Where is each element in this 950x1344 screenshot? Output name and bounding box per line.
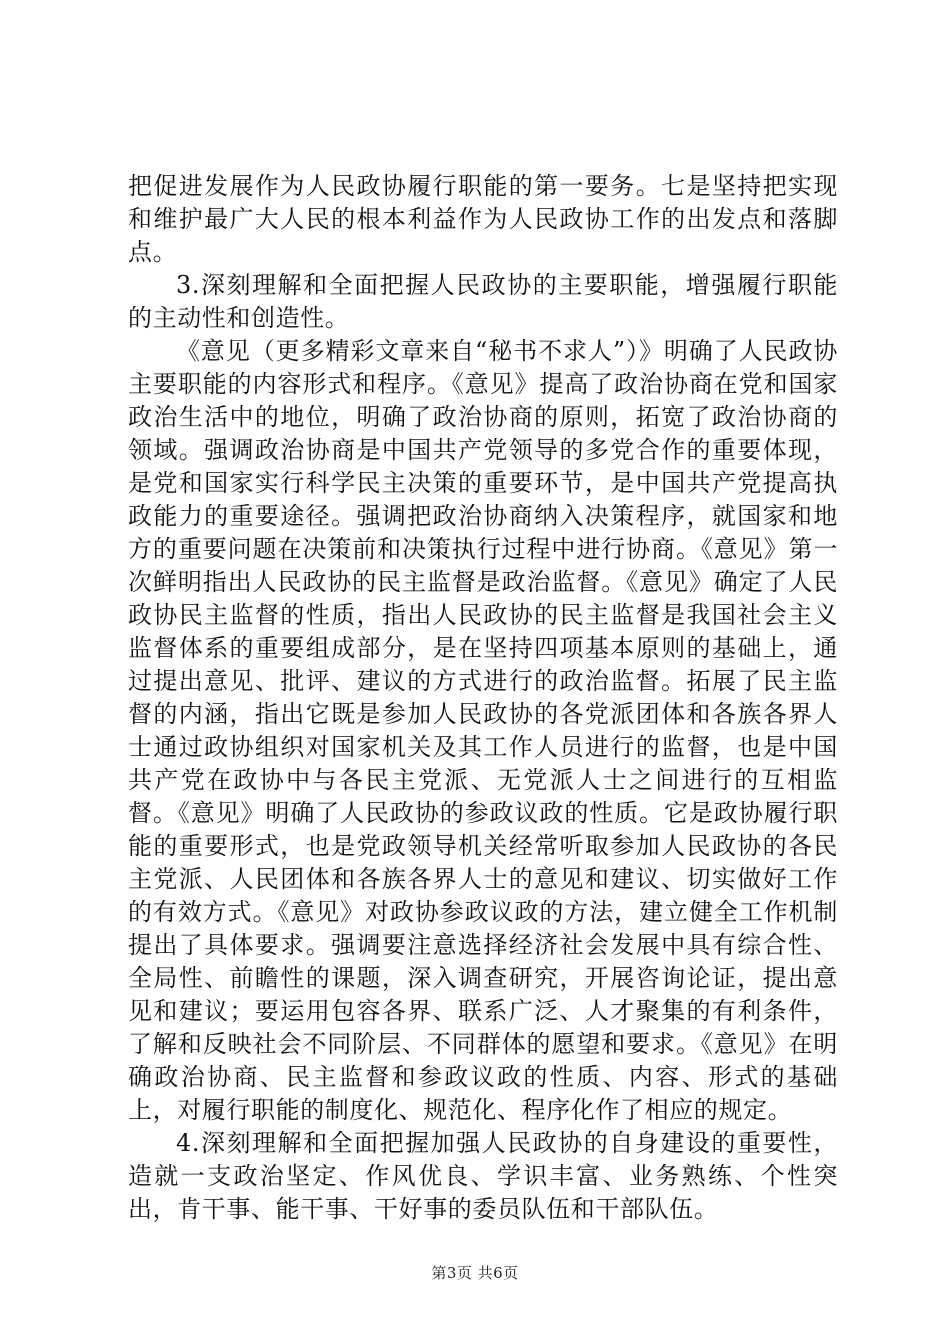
heading-point-4: 4.深刻理解和全面把握加强人民政协的自身建设的重要性，造就一支政治坚定、作风优良、学识丰富、业务熟练、个性突出，肯干事、能干事、干好事的委员队伍和干部队伍。 xyxy=(128,1129,838,1223)
page-number-footer: 第3页 共6页 xyxy=(431,1264,519,1282)
paragraph-continuation: 把促进发展作为人民政协履行职能的第一要务。七是坚持把实现和维护最广大人民的根本利益作为人民政协工作的出发点和落脚点。 xyxy=(128,172,838,266)
heading-point-3: 3.深刻理解和全面把握人民政协的主要职能，增强履行职能的主动性和创造性。 xyxy=(128,271,838,332)
document-body xyxy=(128,170,838,1226)
paragraph-opinion-functions: 《意见（更多精彩文章来自“秘书不求人”）》明确了人民政协主要职能的内容形式和程序。《意见》提高了政治协商在党和国家政治生活中的地位，明确了政治协商的原则，拓宽了政治协商的领域。强调政治协商是中国共产党领导的多党合作的重要体现，是党和国家实行科学民主决策的重要环节，是中国共产党提高执政能力的重要途径。强调把政治协商纳入决策程序，就国家和地方的重要问题在决策前和决策执行过程中进行协商。《意见》第一次鲜明指出人民政协的民主监督是政治监督。《意见》确定了人民政协民主监督的性质，指出人民政协的民主监督是我国社会主义监督体系的重要组成部分，是在坚持四项基本原则的基础上，通过提出意见、批评、建议的方式进行的政治监督。拓展了民主监督的内涵，指出它既是参加人民政协的各党派团体和各族各界人士通过政协组织对国家机关及其工作人员进行的监督，也是中国共产党在政协中与各民主党派、无党派人士之间进行的互相监督。《意见》明确了人民政协的参政议政的性质。它是政协履行职能的重要形式，也是党政领导机关经常听取参加人民政协的各民主党派、人民团体和各族各界人士的意见和建议、切实做好工作的有效方式。《意见》对政协参政议政的方法，建立健全工作机制提出了具体要求。强调要注意选择经济社会发展中具有综合性、全局性、前瞻性的课题，深入调查研究，开展咨询论证，提出意见和建议；要运用包容各界、联系广泛、人才聚集的有利条件，了解和反映社会不同阶层、不同群体的愿望和要求。《意见》在明确政治协商、民主监督和参政议政的性质、内容、形式的基础上，对履行职能的制度化、规范化、程序化作了相应的规定。 xyxy=(128,337,838,1124)
